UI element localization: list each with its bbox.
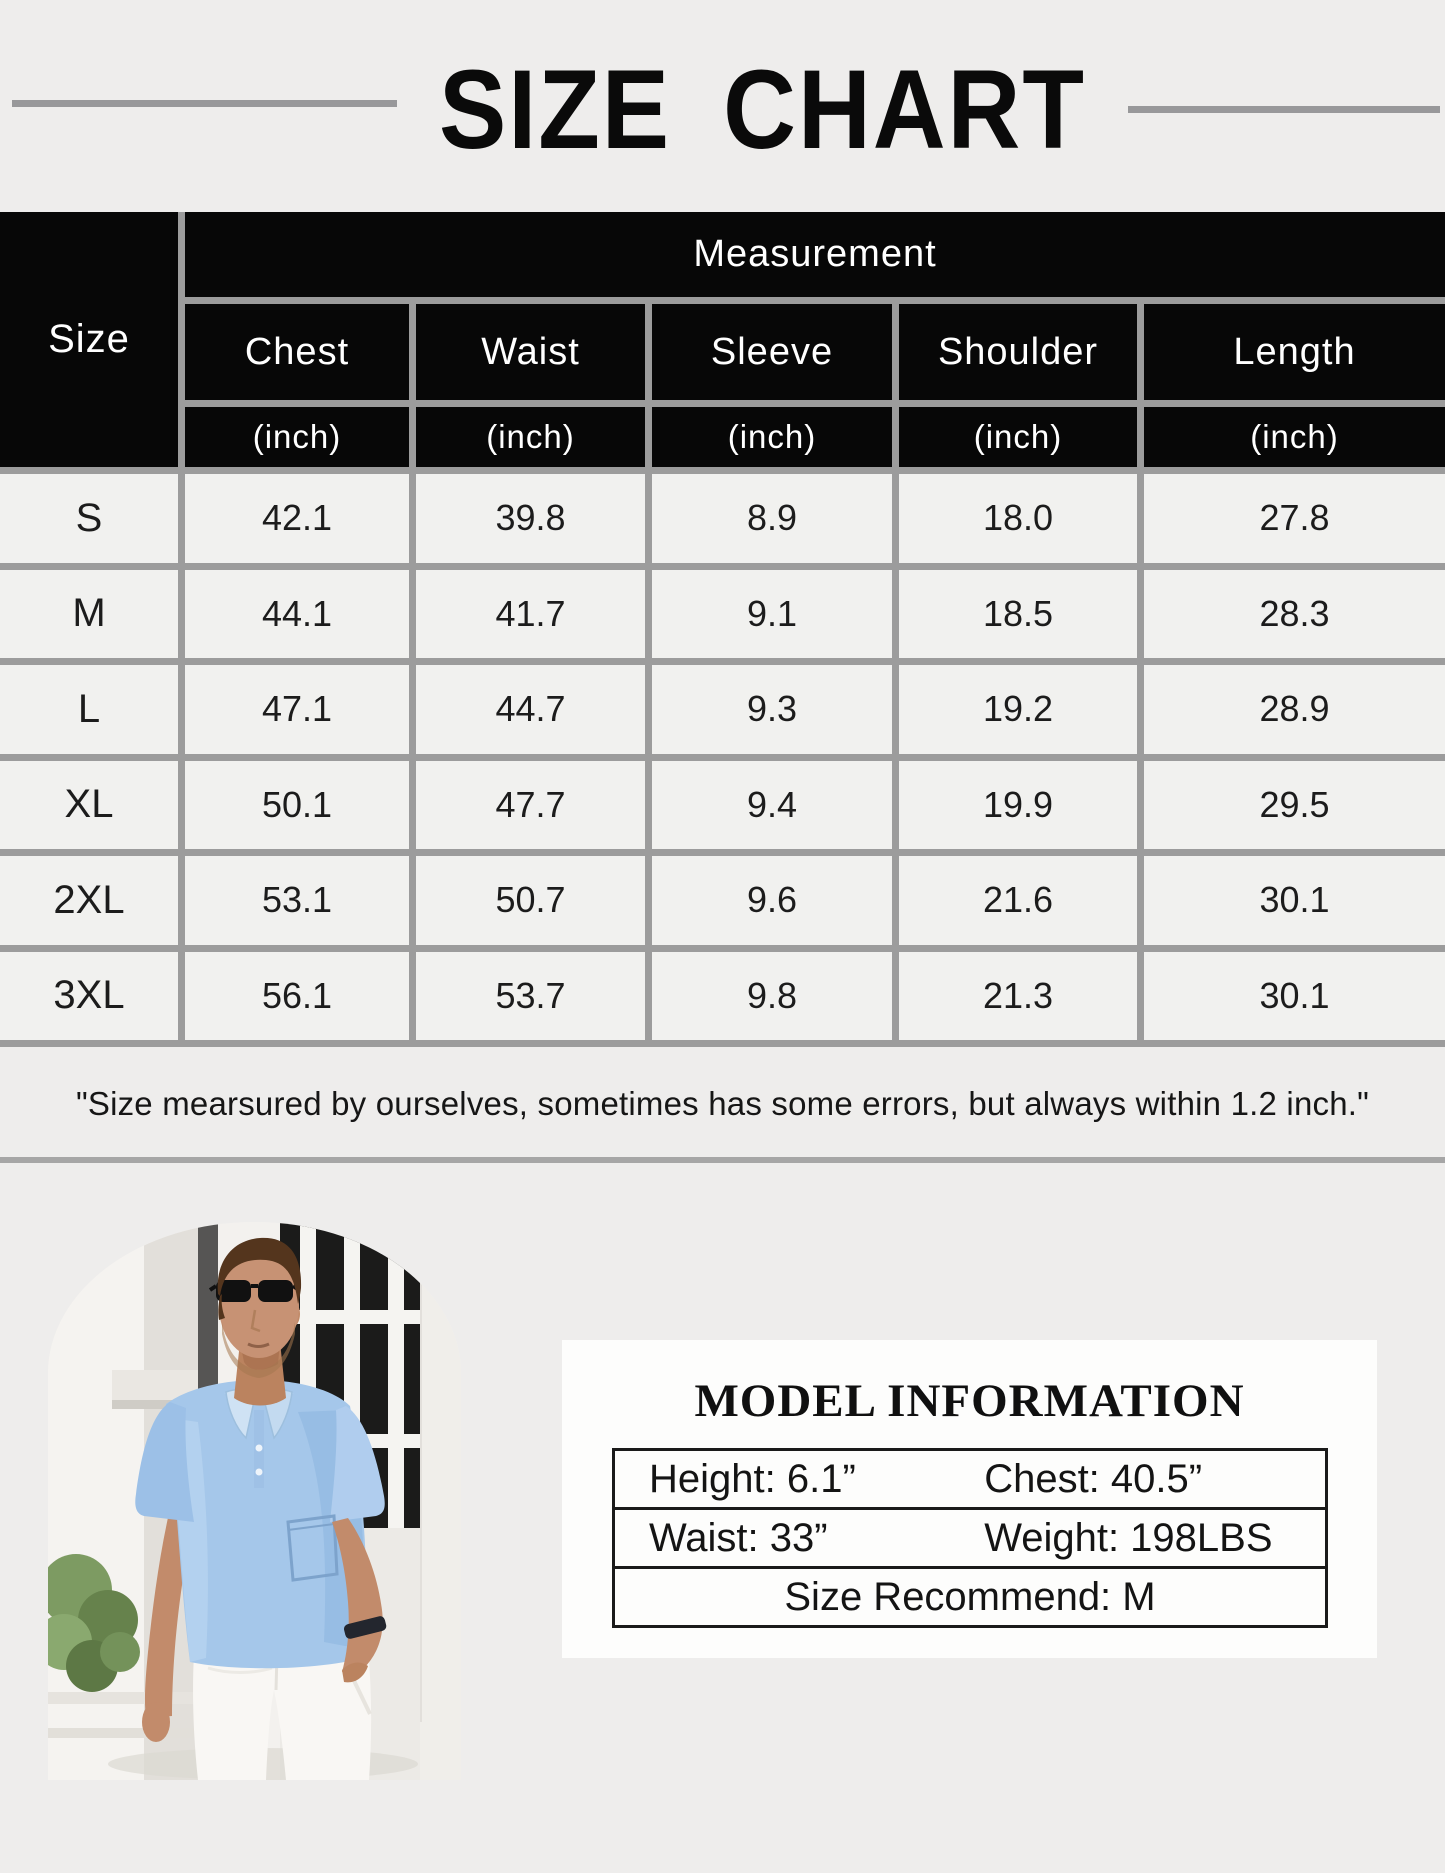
size-label-cell: L	[0, 665, 178, 754]
model-weight: Weight: 198LBS	[984, 1515, 1273, 1560]
measurement-value-cell: 9.1	[652, 570, 892, 659]
button	[256, 1445, 263, 1452]
unit-cell-length: (inch)	[1144, 407, 1445, 467]
measurement-value-cell: 53.1	[185, 856, 409, 945]
measurement-value-cell: 44.7	[416, 665, 645, 754]
measurement-value-cell: 18.5	[899, 570, 1137, 659]
disclaimer-text: "Size mearsured by ourselves, sometimes has some errors, but always within 1.2 inch."	[75, 1085, 1370, 1122]
model-photo-illustration	[48, 1222, 461, 1780]
size-label-cell: 2XL	[0, 856, 178, 945]
model-info-title: MODEL INFORMATION	[694, 1375, 1245, 1427]
column-header-length: Length	[1144, 304, 1445, 400]
measurement-value-cell: 9.8	[652, 952, 892, 1041]
model-height: Height: 6.1”	[649, 1456, 856, 1501]
measurement-value-cell: 19.2	[899, 665, 1137, 754]
measurement-value-cell: 9.3	[652, 665, 892, 754]
measurement-value-cell: 41.7	[416, 570, 645, 659]
model-info-card	[562, 1340, 1377, 1658]
measurement-value-cell: 47.1	[185, 665, 409, 754]
model-info-table	[612, 1448, 1328, 1628]
measurement-value-cell: 18.0	[899, 474, 1137, 563]
column-header-shoulder: Shoulder	[899, 304, 1137, 400]
unit-cell-chest: (inch)	[185, 407, 409, 467]
measurement-value-cell: 27.8	[1144, 474, 1445, 563]
size-label-cell: M	[0, 570, 178, 659]
section-divider	[0, 1157, 1445, 1163]
measurement-value-cell: 28.9	[1144, 665, 1445, 754]
column-header-waist: Waist	[416, 304, 645, 400]
measurement-value-cell: 50.7	[416, 856, 645, 945]
measurement-value-cell: 9.4	[652, 761, 892, 850]
model-info-row-3	[615, 1566, 1325, 1625]
title-rule-left	[12, 100, 397, 107]
unit-cell-waist: (inch)	[416, 407, 645, 467]
measurement-value-cell: 19.9	[899, 761, 1137, 850]
unit-cell-sleeve: (inch)	[652, 407, 892, 467]
size-label-cell: 3XL	[0, 952, 178, 1041]
measurement-value-cell: 50.1	[185, 761, 409, 850]
button	[256, 1469, 263, 1476]
unit-cell-shoulder: (inch)	[899, 407, 1137, 467]
measurement-value-cell: 42.1	[185, 474, 409, 563]
model-info-row-1	[615, 1451, 1325, 1507]
model-info-row-2	[615, 1507, 1325, 1566]
measurement-value-cell: 30.1	[1144, 952, 1445, 1041]
measurement-value-cell: 8.9	[652, 474, 892, 563]
measurement-value-cell: 53.7	[416, 952, 645, 1041]
model-waist: Waist: 33”	[649, 1515, 828, 1560]
measurement-value-cell: 44.1	[185, 570, 409, 659]
title-rule-right	[1128, 106, 1440, 113]
measurement-value-cell: 56.1	[185, 952, 409, 1041]
size-table	[0, 212, 1445, 1047]
column-header-sleeve: Sleeve	[652, 304, 892, 400]
measurement-value-cell: 47.7	[416, 761, 645, 850]
size-header-cell: Size	[0, 212, 178, 467]
model-photo	[48, 1222, 461, 1780]
measurement-value-cell: 21.6	[899, 856, 1137, 945]
measurement-value-cell: 9.6	[652, 856, 892, 945]
size-label-cell: XL	[0, 761, 178, 850]
size-label-cell: S	[0, 474, 178, 563]
measurement-value-cell: 39.8	[416, 474, 645, 563]
measurement-value-cell: 30.1	[1144, 856, 1445, 945]
page-title-wrap	[390, 46, 1135, 173]
measurement-value-cell: 29.5	[1144, 761, 1445, 850]
measurement-header-cell: Measurement	[185, 212, 1445, 297]
column-header-chest: Chest	[185, 304, 409, 400]
measurement-value-cell: 28.3	[1144, 570, 1445, 659]
model-size-recommend: Size Recommend: M	[784, 1574, 1156, 1619]
page-title: SIZE CHART	[439, 46, 1086, 173]
model-chest: Chest: 40.5”	[984, 1456, 1203, 1501]
measurement-value-cell: 21.3	[899, 952, 1137, 1041]
